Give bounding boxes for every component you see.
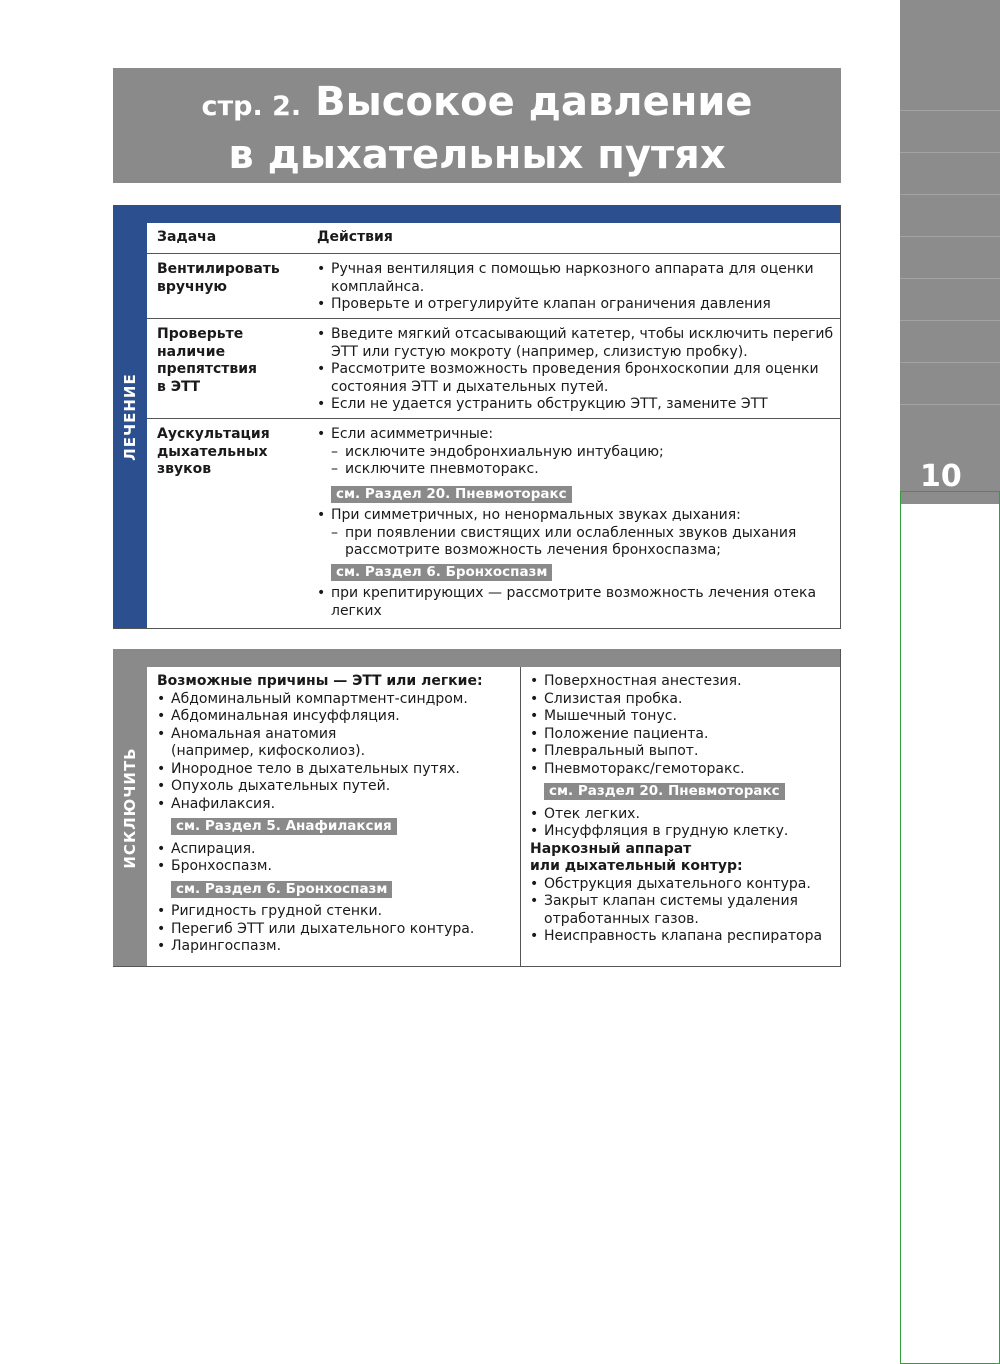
tab-divider xyxy=(900,110,1000,111)
list-item: • Опухоль дыхательных путей. xyxy=(157,778,517,796)
list-item: • Аномальная анатомия (например, кифосколиоз). xyxy=(157,726,517,761)
list-item: • Слизистая пробка. xyxy=(530,691,835,709)
list-item: • Плевральный выпот. xyxy=(530,743,835,761)
action-subitem: – исключите пневмоторакс. xyxy=(317,461,834,479)
treatment-table xyxy=(147,223,840,628)
list-item: • Закрыт клапан системы удаления отработанных газов. xyxy=(530,893,835,928)
treatment-top-bar xyxy=(113,205,840,223)
list-item: • Бронхоспазм. xyxy=(157,858,517,876)
machine-heading-line-1: Наркозный аппарат xyxy=(530,840,692,857)
list-item: • Перегиб ЭТТ или дыхательного контура. xyxy=(157,921,517,939)
action-item: • Ручная вентиляция с помощью наркозного аппарата для оценки комплайнса. xyxy=(317,261,834,296)
tab-divider xyxy=(900,152,1000,153)
header-task: Задача xyxy=(157,229,217,245)
list-item: • Абдоминальный компартмент-синдром. xyxy=(157,691,517,709)
tab-divider xyxy=(900,278,1000,279)
row-actions xyxy=(317,426,834,620)
list-item: • Ларингоспазм. xyxy=(157,938,517,956)
tab-divider xyxy=(900,404,1000,405)
list-item: • Положение пациента. xyxy=(530,726,835,744)
exclude-left-column xyxy=(157,673,517,956)
table-header-row xyxy=(147,223,840,254)
list-item: • Ригидность грудной стенки. xyxy=(157,903,517,921)
page-title xyxy=(113,68,841,183)
chapter-tab-outline xyxy=(900,491,1000,1364)
table-row xyxy=(147,418,840,629)
row-task: Проверьте наличие препятствия в ЭТТ xyxy=(157,326,258,395)
action-item: • Проверьте и отрегулируйте клапан ограничения давления xyxy=(317,296,834,314)
list-item: • Мышечный тонус. xyxy=(530,708,835,726)
list-item: • Обструкция дыхательного контура. xyxy=(530,876,835,894)
action-item: • при крепитирующих — рассмотрите возможность лечения отека легких xyxy=(317,585,834,620)
exclude-right-column xyxy=(530,673,835,946)
action-item: • Если не удается устранить обструкцию ЭТТ, замените ЭТТ xyxy=(317,396,834,414)
action-item: • Введите мягкий отсасывающий катетер, чтобы исключить перегиб ЭТТ или густую мокроту (например, слизистую пробку). xyxy=(317,326,834,361)
action-subitem: – исключите эндобронхиальную интубацию; xyxy=(317,444,834,462)
list-item: • Абдоминальная инсуффляция. xyxy=(157,708,517,726)
title-prefix: стр. 2. xyxy=(201,91,302,122)
tab-divider xyxy=(900,194,1000,195)
list-item: • Пневмоторакс/гемоторакс. xyxy=(530,761,835,779)
causes-heading: Возможные причины — ЭТТ или легкие: xyxy=(157,673,483,689)
action-item: • При симметричных, но ненормальных звуках дыхания: xyxy=(317,507,834,525)
row-actions xyxy=(317,261,834,314)
row-task: Вентилировать вручную xyxy=(157,261,280,295)
cross-reference-pneumothorax[interactable]: см. Раздел 20. Пневмоторакс xyxy=(544,783,785,800)
treatment-section xyxy=(113,205,841,629)
title-line-1: Высокое давление xyxy=(315,79,753,125)
tab-divider xyxy=(900,362,1000,363)
list-item: • Инсуффляция в грудную клетку. xyxy=(530,823,835,841)
cross-reference-bronchospasm[interactable]: см. Раздел 6. Бронхоспазм xyxy=(331,564,552,581)
exclude-top-bar xyxy=(113,649,840,667)
treatment-side-label: ЛЕЧЕНИЕ xyxy=(113,205,147,628)
action-item: • Если асимметричные: xyxy=(317,426,834,444)
exclude-side-label: ИСКЛЮЧИТЬ xyxy=(113,649,147,966)
cross-reference-anaphylaxis[interactable]: см. Раздел 5. Анафилаксия xyxy=(171,818,397,835)
cross-reference-bronchospasm[interactable]: см. Раздел 6. Бронхоспазм xyxy=(171,881,392,898)
list-item: • Отек легких. xyxy=(530,806,835,824)
table-row xyxy=(147,253,840,319)
cross-reference-pneumothorax[interactable]: см. Раздел 20. Пневмоторакс xyxy=(331,486,572,503)
header-actions: Действия xyxy=(317,229,393,245)
chapter-tab-active[interactable]: 10 xyxy=(900,448,1000,504)
row-actions xyxy=(317,326,834,414)
list-item: • Неисправность клапана респиратора xyxy=(530,928,835,946)
action-subitem: – при появлении свистящих или ослабленных звуков дыхания рассмотрите возможность лечения бронхоспазма; xyxy=(317,525,834,560)
chapter-tabs xyxy=(900,0,1000,1364)
row-task: Аускультация дыхательных звуков xyxy=(157,426,270,477)
tab-strip xyxy=(900,0,1000,448)
table-row xyxy=(147,318,840,419)
list-item: • Аспирация. xyxy=(157,841,517,859)
title-line-2: в дыхательных путях xyxy=(228,132,726,178)
list-item: • Инородное тело в дыхательных путях. xyxy=(157,761,517,779)
exclude-section xyxy=(113,649,841,967)
machine-heading-line-2: или дыхательный контур: xyxy=(530,858,743,874)
list-item: • Анафилаксия. xyxy=(157,796,517,814)
list-item: • Поверхностная анестезия. xyxy=(530,673,835,691)
action-item: • Рассмотрите возможность проведения бронхоскопии для оценки состояния ЭТТ и дыхательных путей. xyxy=(317,361,834,396)
tab-divider xyxy=(900,236,1000,237)
column-divider xyxy=(520,667,521,966)
tab-divider xyxy=(900,320,1000,321)
